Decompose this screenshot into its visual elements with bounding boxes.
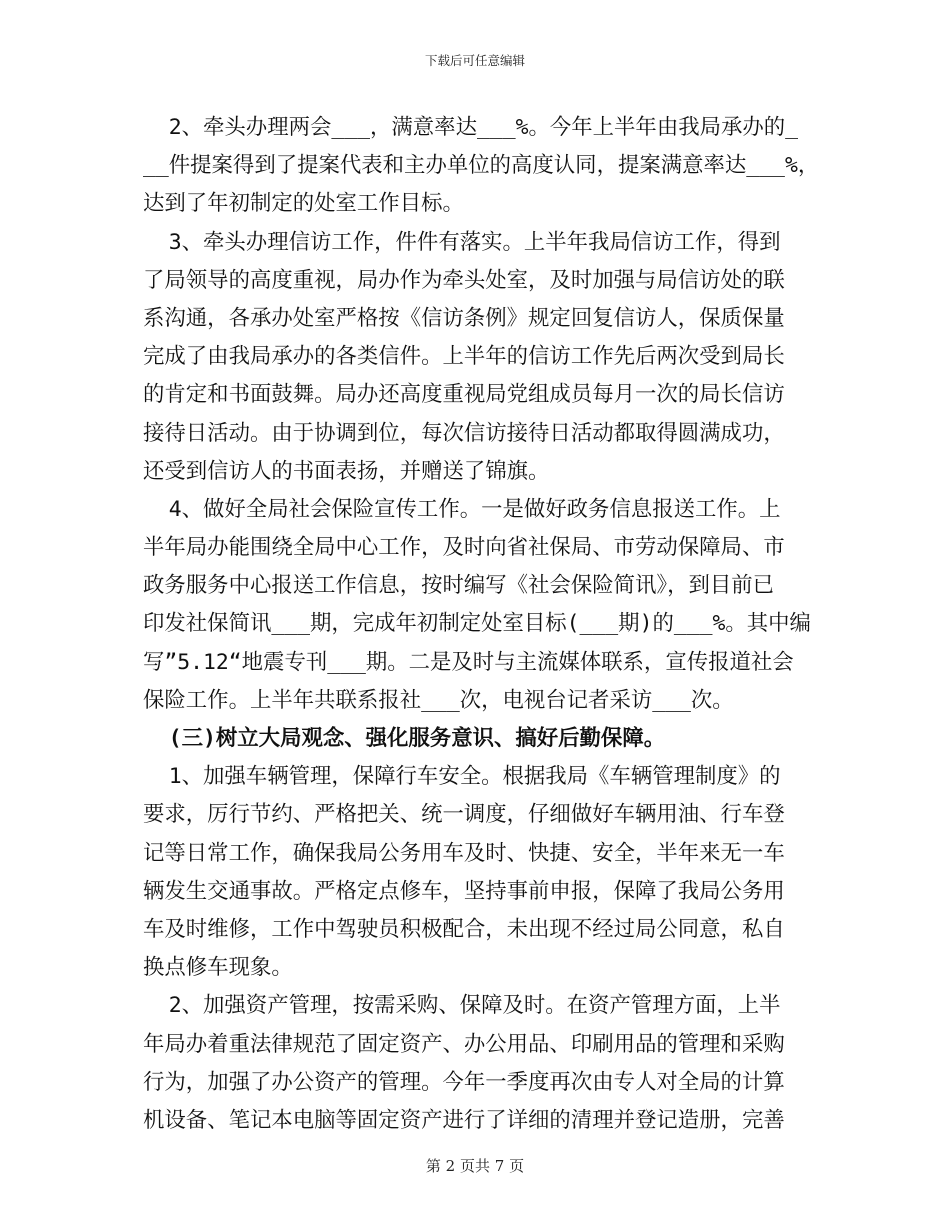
body-line: 3、牵头办理信访工作，件件有落实。上半年我局信访工作，得到 bbox=[143, 229, 781, 255]
body-line: 车及时维修，工作中驾驶员积极配合，未出现不经过局公同意，私自 bbox=[143, 916, 785, 942]
body-line: 半年局办能围绕全局中心工作，及时向省社保局、市劳动保障局、市 bbox=[143, 535, 785, 561]
body-line: 换点修车现象。 bbox=[143, 955, 293, 981]
body-line: 达到了年初制定的处室工作目标。 bbox=[143, 191, 464, 217]
body-line: 接待日活动。由于协调到位，每次信访接待日活动都取得圆满成功， bbox=[143, 420, 785, 446]
section-heading: (三)树立大局观念、强化服务意识、搞好后勤保障。 bbox=[143, 726, 666, 751]
body-line: 记等日常工作，确保我局公务用车及时、快捷、安全，半年来无一车 bbox=[143, 840, 785, 866]
body-line: __件提案得到了提案代表和主办单位的高度认同，提案满意率达___%， bbox=[143, 153, 820, 179]
body-line: 2、加强资产管理，按需采购、保障及时。在资产管理方面，上半 bbox=[143, 993, 781, 1019]
body-line: 印发社保简讯___期，完成年初制定处室目标(___期)的___%。其中编 bbox=[143, 611, 811, 637]
body-line: 的肯定和书面鼓舞。局办还高度重视局党组成员每月一次的局长信访 bbox=[143, 382, 785, 408]
body-line: 保险工作。上半年共联系报社___次，电视台记者采访___次。 bbox=[143, 687, 734, 713]
body-line: 了局领导的高度重视，局办作为牵头处室，及时加强与局信访处的联 bbox=[143, 267, 785, 293]
body-line: 辆发生交通事故。严格定点修车，坚持事前申报，保障了我局公务用 bbox=[143, 878, 785, 904]
body-line: 行为，加强了办公资产的管理。今年一季度再次由专人对全局的计算 bbox=[143, 1069, 785, 1095]
body-line: 要求，厉行节约、严格把关、统一调度，仔细做好车辆用油、行车登 bbox=[143, 802, 785, 828]
body-line: 完成了由我局承办的各类信件。上半年的信访工作先后两次受到局长 bbox=[143, 344, 785, 370]
body-line: 还受到信访人的书面表扬，并赠送了锦旗。 bbox=[143, 458, 550, 484]
body-line: 政务服务中心报送工作信息，按时编写《社会保险简讯》，到目前已 bbox=[143, 573, 775, 599]
page-footer: 第 2 页共 7 页 bbox=[425, 1157, 525, 1175]
body-line: 2、牵头办理两会___，满意率达___%。今年上半年由我局承办的_ bbox=[143, 115, 799, 140]
body-line: 系沟通，各承办处室严格按《信访条例》规定回复信访人，保质保量 bbox=[143, 305, 785, 331]
body-line: 1、加强车辆管理，保障行车安全。根据我局《车辆管理制度》的 bbox=[143, 764, 781, 790]
body-line: 年局办着重法律规范了固定资产、办公用品、印刷用品的管理和采购 bbox=[143, 1031, 785, 1057]
document-body bbox=[143, 109, 820, 1140]
page-header: 下载后可任意编辑 bbox=[424, 53, 525, 68]
body-line: 机设备、笔记本电脑等固定资产进行了详细的清理并登记造册，完善 bbox=[143, 1107, 785, 1133]
body-line: 写”5.12“地震专刊___期。二是及时与主流媒体联系，宣传报道社会 bbox=[143, 649, 794, 675]
body-line: 4、做好全局社会保险宣传工作。一是做好政务信息报送工作。上 bbox=[143, 496, 781, 522]
